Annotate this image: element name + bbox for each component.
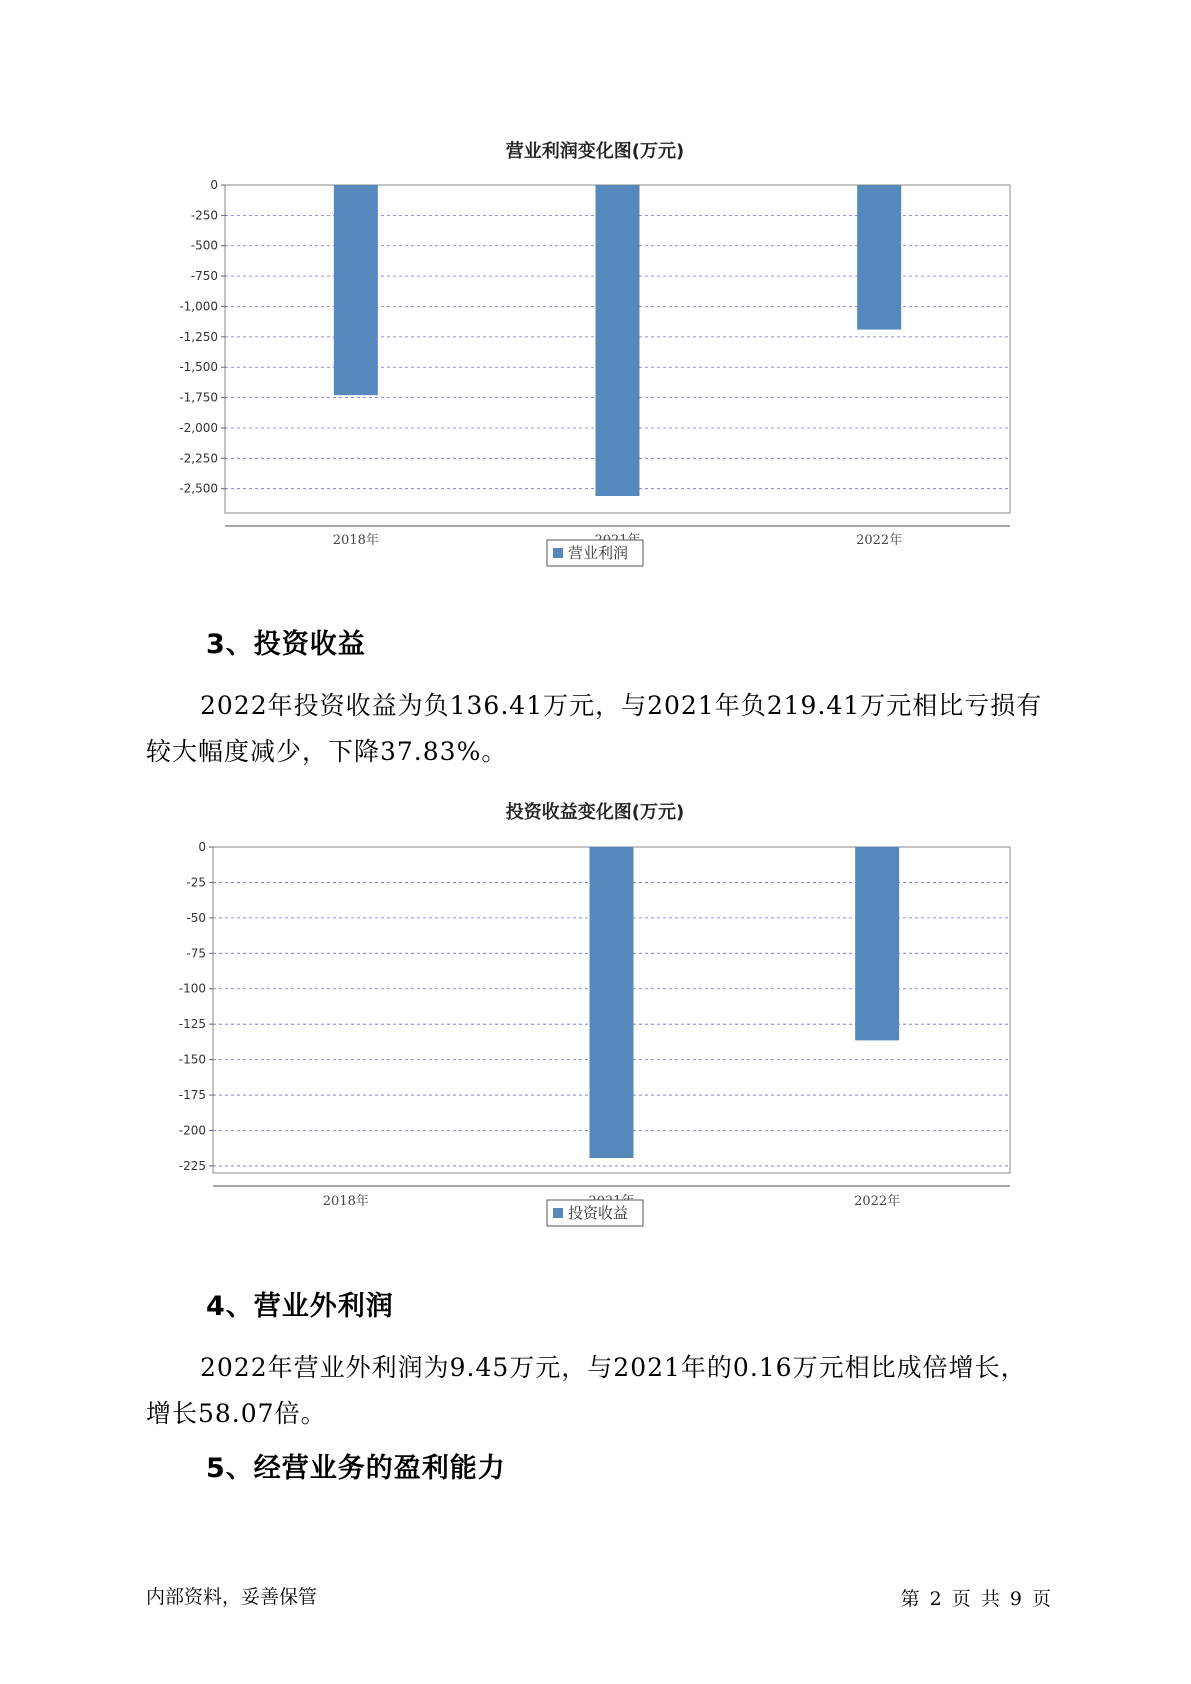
legend-label: 投资收益 (568, 1204, 629, 1222)
y-tick-label: -125 (178, 1017, 206, 1032)
x-tick-label: 2022年 (856, 533, 903, 548)
section-3-heading: 3、投资收益 (206, 629, 366, 660)
bar (334, 185, 378, 395)
y-tick-label: -2,250 (179, 451, 218, 466)
x-tick-label: 2018年 (332, 533, 379, 548)
legend-swatch (553, 1208, 563, 1218)
bar (855, 847, 899, 1040)
legend-swatch (553, 548, 563, 558)
y-tick-label: -1,000 (179, 299, 218, 314)
bar (596, 185, 640, 496)
y-tick-label: -250 (190, 208, 218, 223)
x-tick-label: 2022年 (854, 1194, 901, 1209)
y-tick-label: -2,500 (179, 481, 218, 496)
chart-title: 投资收益变化图(万元) (505, 802, 685, 823)
y-tick-label: -1,750 (179, 390, 218, 405)
bar (590, 847, 634, 1158)
y-tick-label: -1,500 (179, 360, 218, 375)
y-tick-label: -225 (178, 1158, 206, 1173)
y-tick-label: -75 (186, 946, 206, 961)
y-tick-label: -500 (190, 238, 218, 253)
section-5-heading: 5、经营业务的盈利能力 (206, 1453, 506, 1484)
y-tick-label: -175 (178, 1088, 206, 1103)
y-tick-label: 0 (198, 840, 206, 854)
y-tick-label: -2,000 (179, 420, 218, 435)
y-tick-label: -200 (178, 1123, 206, 1138)
y-tick-label: -150 (178, 1052, 206, 1067)
y-tick-label: -1,250 (179, 329, 218, 344)
y-tick-label: -50 (186, 910, 206, 925)
section-3-paragraph: 2022年投资收益为负136.41万元，与2021年负219.41万元相比亏损有较大幅度减少，下降37.83%。 (146, 691, 1043, 766)
legend-label: 营业利润 (568, 544, 629, 562)
operating-profit-chart-svg (0, 130, 1191, 600)
investment-income-chart-svg (0, 795, 1191, 1265)
y-tick-label: -100 (178, 981, 206, 996)
section-4-heading: 4、营业外利润 (206, 1291, 394, 1322)
section-4-paragraph: 2022年营业外利润为9.45万元，与2021年的0.16万元相比成倍增长，增长58.07倍。 (146, 1353, 1027, 1428)
operating-profit-chart (0, 130, 1191, 600)
bar (857, 185, 901, 330)
y-tick-label: 0 (210, 178, 218, 192)
chart-title: 营业利润变化图(万元) (505, 141, 685, 162)
footer-confidential-note: 内部资料，妥善保管 (146, 1586, 318, 1608)
x-tick-label: 2018年 (322, 1194, 369, 1209)
footer-page-number: 第 2 页 共 9 页 (900, 1588, 1051, 1610)
investment-income-chart (0, 795, 1191, 1265)
y-tick-label: -25 (186, 875, 206, 890)
y-tick-label: -750 (190, 269, 218, 284)
